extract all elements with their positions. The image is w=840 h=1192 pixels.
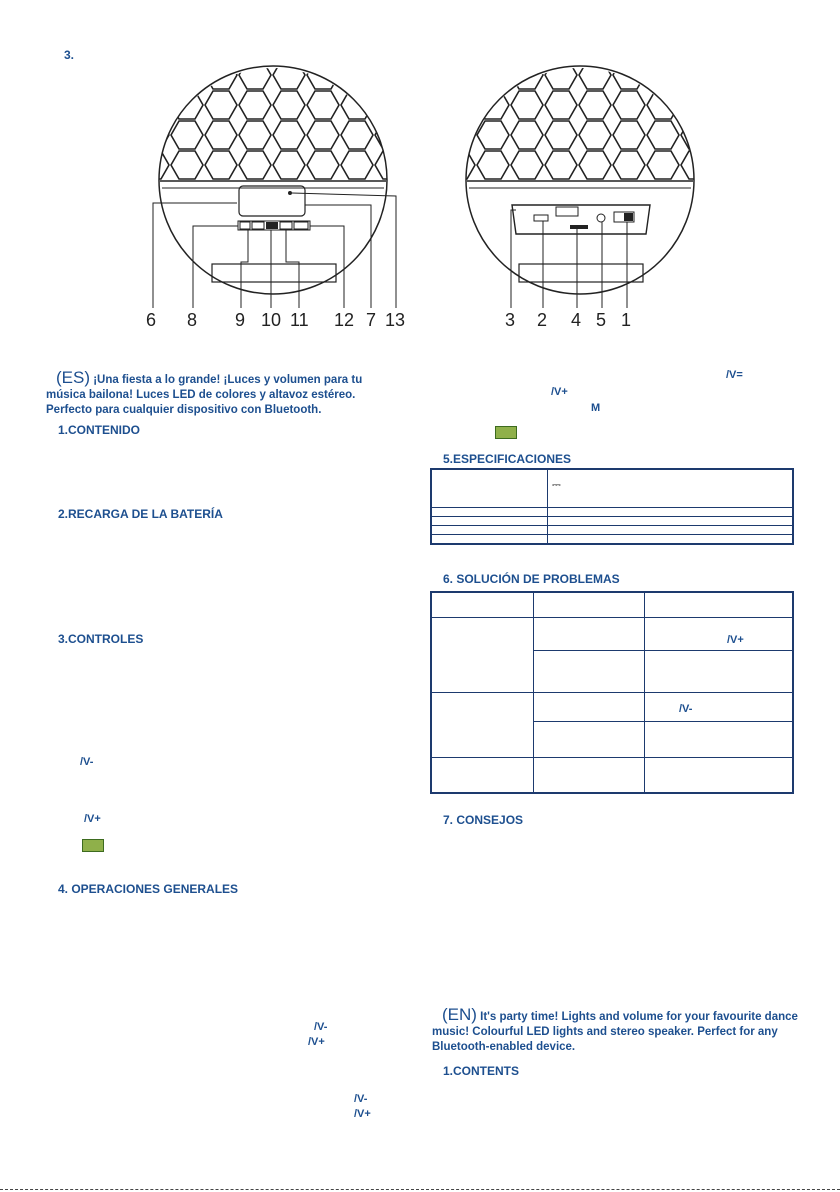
aux-jack-icon: [597, 214, 605, 222]
es-section-contenido: 1.CONTENIDO: [58, 423, 141, 437]
callout-2: 2: [537, 310, 548, 330]
speaker-diagrams: [0, 0, 840, 340]
figure-label: 3.: [64, 48, 75, 62]
trouble-cell: [431, 692, 534, 757]
es-led-icon-2: [495, 426, 517, 444]
trouble-cell: [431, 757, 534, 793]
callout-12: 12: [334, 310, 355, 330]
callout-13: 13: [385, 310, 406, 330]
trouble-cell: [534, 592, 645, 617]
specs-cell: [548, 469, 794, 507]
specs-cell: [431, 525, 548, 534]
callout-1: 1: [621, 310, 632, 330]
callout-5: 5: [596, 310, 607, 330]
trouble-cell: [645, 692, 794, 721]
trouble-cell: [534, 721, 645, 757]
es-op-vol-plus-1: /V+: [308, 1036, 325, 1048]
callout-3: 3: [505, 310, 516, 330]
specs-cell: [431, 516, 548, 525]
callout-6: 6: [146, 310, 157, 330]
speaker-front-view: [150, 60, 400, 308]
specs-cell: [548, 507, 794, 516]
specs-cell: [431, 469, 548, 507]
es-section-operaciones: 4. OPERACIONES GENERALES: [58, 882, 239, 896]
es-mode-symbol: M: [591, 402, 601, 414]
specs-cell: [431, 534, 548, 544]
dc-symbol: ⎓: [552, 479, 561, 492]
es-section-controles: 3.CONTROLES: [58, 632, 144, 646]
callout-9: 9: [235, 310, 246, 330]
mode-icon: [294, 222, 308, 229]
es-op-vol-minus-2: /V-: [354, 1093, 368, 1105]
speaker-back-view: [457, 60, 707, 308]
power-icon: [240, 222, 250, 229]
trouble-cell: [645, 617, 794, 650]
play-pause-icon: [266, 222, 278, 229]
prev-icon: [252, 222, 264, 229]
es-section-especificaciones: 5.ESPECIFICACIONES: [443, 452, 572, 466]
trouble-cell: [534, 757, 645, 793]
en-lang-tag: (EN): [442, 1005, 477, 1024]
trouble-cell: [645, 592, 794, 617]
trouble-vol-plus: /V+: [727, 633, 744, 646]
specs-cell: [548, 516, 794, 525]
es-vol-minus-eq-symbol: /V=: [726, 369, 743, 381]
page-bottom-border: [0, 1189, 840, 1190]
troubleshooting-table: [430, 591, 794, 794]
trouble-vol-minus: /V-: [679, 702, 693, 715]
es-lang-tag: (ES): [56, 368, 90, 387]
es-op-vol-minus-1: /V-: [314, 1021, 328, 1033]
callout-8: 8: [187, 310, 198, 330]
es-vol-plus-symbol: /V+: [84, 813, 101, 825]
specs-cell: [431, 507, 548, 516]
trouble-cell: [431, 592, 534, 617]
callout-7: 7: [366, 310, 377, 330]
callout-4: 4: [571, 310, 582, 330]
es-intro: [46, 370, 404, 418]
es-op-vol-plus-2: /V+: [354, 1108, 371, 1120]
en-section-contents: 1.CONTENTS: [443, 1064, 520, 1078]
usb-port-icon: [534, 215, 548, 221]
en-intro-text: It's party time! Lights and volume for your favourite dance music! Colourful LED lights and stereo speaker. Perfect for any Bluetooth-enabled device.: [432, 1011, 798, 1053]
led-icon: [82, 839, 104, 852]
next-icon: [280, 222, 292, 229]
es-section-consejos: 7. CONSEJOS: [443, 813, 524, 827]
es-led-icon-1: [82, 839, 104, 857]
callout-11: 11: [290, 310, 309, 330]
trouble-cell: [431, 617, 534, 692]
specs-table: [430, 468, 794, 545]
specs-cell: [548, 534, 794, 544]
led-icon: [495, 426, 517, 439]
trouble-cell: [534, 617, 645, 650]
es-vol-plus-symbol-2: /V+: [551, 386, 568, 398]
trouble-cell: [534, 650, 645, 692]
trouble-cell: [645, 757, 794, 793]
specs-cell: [548, 525, 794, 534]
es-vol-minus-symbol: /V-: [80, 756, 94, 768]
es-section-solucion: 6. SOLUCIÓN DE PROBLEMAS: [443, 572, 620, 586]
callout-10: 10: [261, 310, 282, 330]
es-intro-text: ¡Una fiesta a lo grande! ¡Luces y volumen para tu música bailona! Luces LED de colores y altavoz estéreo. Perfecto para cualquier dispositivo con Bluetooth.: [46, 374, 363, 416]
en-intro: [432, 1007, 800, 1055]
trouble-cell: [645, 721, 794, 757]
trouble-cell: [534, 692, 645, 721]
es-section-recarga: 2.RECARGA DE LA BATERÍA: [58, 507, 223, 521]
trouble-cell: [645, 650, 794, 692]
